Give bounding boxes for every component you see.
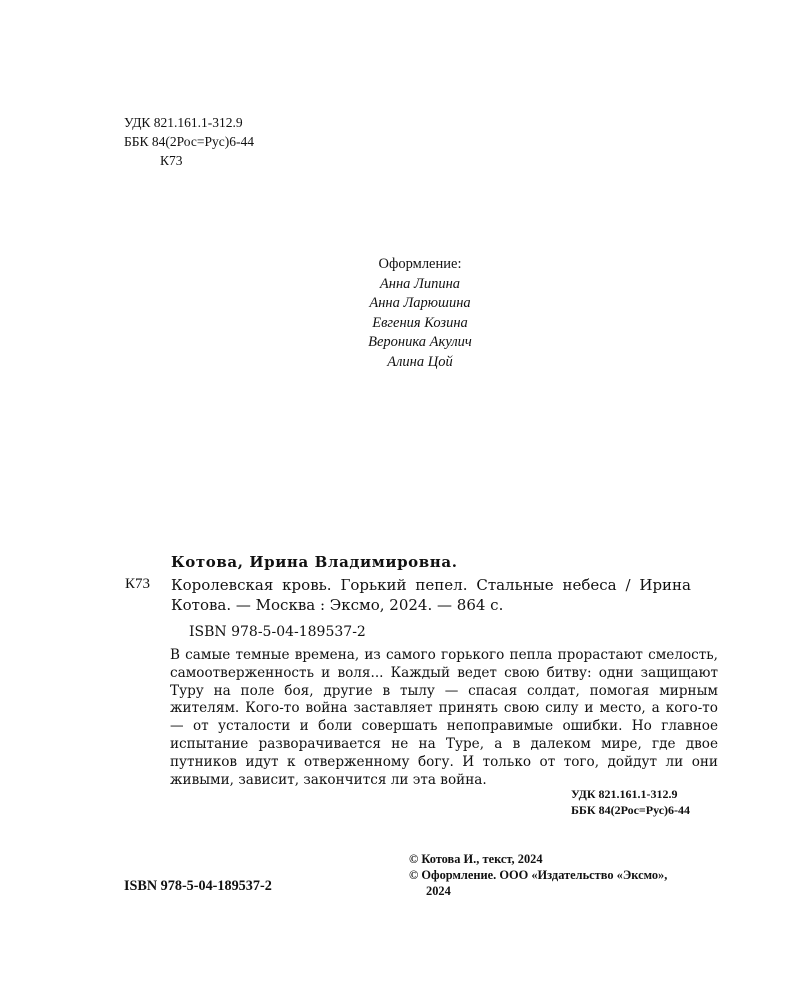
author-mark: К73 <box>160 153 183 168</box>
udk-code-bottom: УДК 821.161.1-312.9 <box>571 787 678 801</box>
copyright-block <box>409 851 729 899</box>
bibliography-title: Королевская кровь. Горький пепел. Стальные небеса / Ирина Котова. — Москва : Эксмо, 2024. — 864 с. <box>171 576 691 614</box>
bibliography-author: Котова, Ирина Владимировна. <box>171 553 458 571</box>
udk-code: УДК 821.161.1-312.9 <box>124 115 243 130</box>
credit-name: Анна Липина <box>379 275 461 292</box>
classification-codes-top <box>124 113 254 170</box>
bibliography-author-mark: К73 <box>125 576 151 592</box>
bibliography-isbn: ISBN 978-5-04-189537-2 <box>189 624 366 640</box>
credits-heading: Оформление: <box>378 256 462 272</box>
bbk-code: ББК 84(2Рос=Рус)6-44 <box>124 134 254 149</box>
copyright-text: © Котова И., текст, 2024 <box>409 852 543 866</box>
bbk-code-bottom: ББК 84(2Рос=Рус)6-44 <box>571 803 691 817</box>
copyright-design: © Оформление. ООО «Издательство «Эксмо», <box>409 868 668 882</box>
credit-name: Алина Цой <box>387 353 453 370</box>
book-annotation: В самые темные времена, из самого горького пепла прорастают смелость, самоотверженность и воля... Каждый ведет свою битву: одни защищают Туру на поле боя, другие в тылу — спасая солдат, помогая мирным жителям. Кого-то война заставляет принять свою силу и место, а кого-то — от усталости и боли совершать непоправимые ошибки. Но главное испытание разворачивается не на Туре, а в далеком мире, где двое путников идут к отверженному богу. И только от того, дойдут ли они живыми, зависит, закончится ли эта война. <box>170 647 718 788</box>
design-credits <box>0 255 800 372</box>
classification-codes-bottom <box>571 786 690 818</box>
copyright-design-year: 2024 <box>426 884 451 898</box>
credit-name: Евгения Козина <box>372 314 468 331</box>
isbn-footer: ISBN 978-5-04-189537-2 <box>124 878 272 894</box>
credit-name: Вероника Акулич <box>368 334 472 350</box>
credit-name: Анна Ларюшина <box>369 295 471 311</box>
